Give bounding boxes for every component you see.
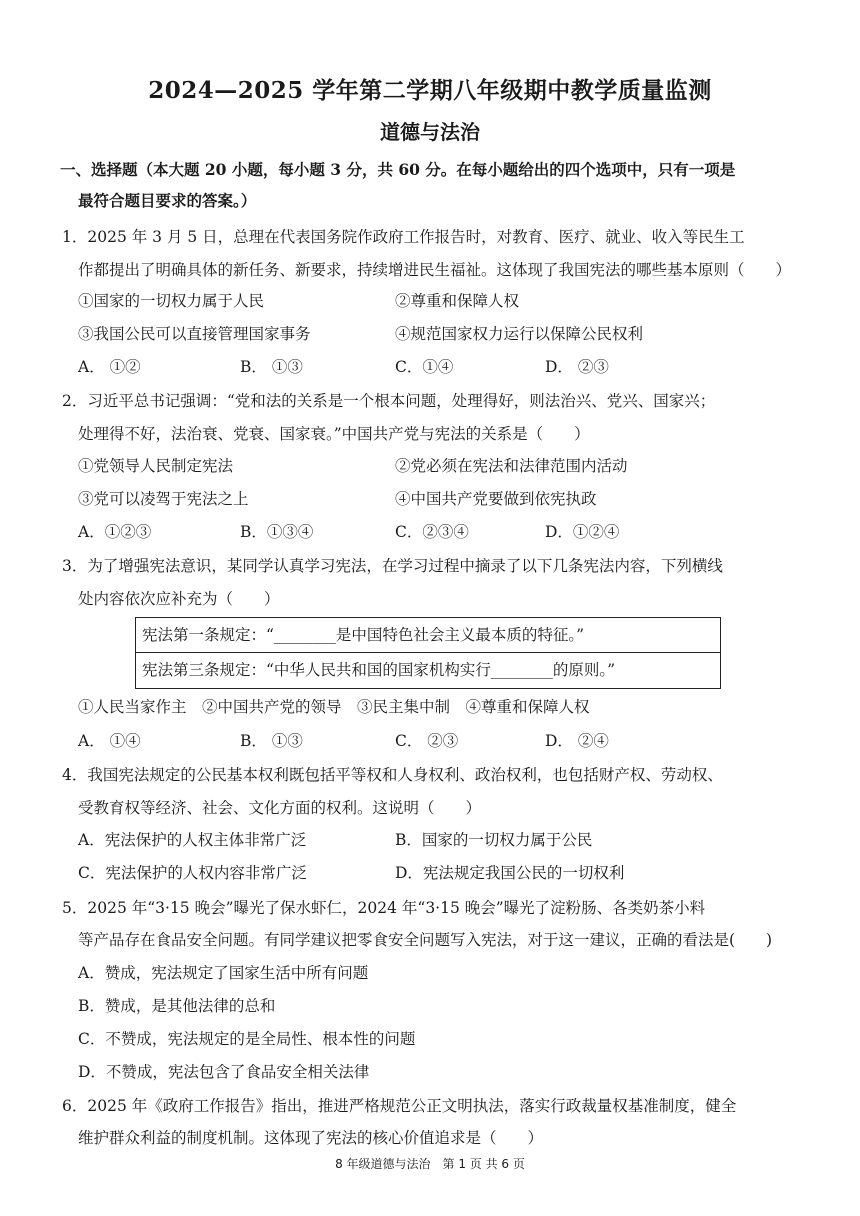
q2-option-a: A．①②③ xyxy=(78,523,152,541)
q5-option-b: B．赞成，是其他法律的总和 xyxy=(78,997,276,1015)
q2-stem: 2．习近平总书记强调：“党和法的关系是一个根本问题，处理得好，则法治兴、党兴、国家兴； xyxy=(62,392,716,410)
q3-statements: ①人民当家作主 ②中国共产党的领导 ③民主集中制 ④尊重和保障人权 xyxy=(78,698,590,716)
q2-statement-2: ②党必须在宪法和法律范围内活动 xyxy=(395,457,628,475)
q2-option-d: D．①②④ xyxy=(545,523,620,541)
q4-option-a: A．宪法保护的人权主体非常广泛 xyxy=(78,831,307,849)
q1-statement-4: ④规范国家权力运行以保障公民权利 xyxy=(395,325,644,343)
q1-stem: 1．2025 年 3 月 5 日，总理在代表国务院作政府工作报告时，对教育、医疗、就业、收入等民生工 xyxy=(62,228,745,246)
section-heading: 一、选择题（本大题 20 小题，每小题 3 分，共 60 分。在每小题给出的四个选项中，只有一项是 xyxy=(60,160,736,179)
constitution-excerpt-table xyxy=(135,617,721,689)
q5-stem: 5．2025 年“3·15 晚会”曝光了保水虾仁，2024 年“3·15 晚会”曝光了淀粉肠、各类奶茶小料 xyxy=(62,899,706,917)
q1-statement-1: ①国家的一切权力属于人民 xyxy=(78,292,265,310)
q1-statement-3: ③我国公民可以直接管理国家事务 xyxy=(78,325,311,343)
excerpt-article-1: 宪法第一条规定：“________是中国特色社会主义最本质的特征。” xyxy=(136,618,720,653)
section-heading-cont: 最符合题目要求的答案。） xyxy=(78,191,257,210)
q3-option-a: A． ①④ xyxy=(78,732,141,750)
q3-option-c: C． ②③ xyxy=(395,732,459,750)
q4-option-c: C．宪法保护的人权内容非常广泛 xyxy=(78,864,307,882)
q3-stem: 3．为了增强宪法意识，某同学认真学习宪法，在学习过程中摘录了以下几条宪法内容，下列横线 xyxy=(62,557,723,575)
exam-title: 2024—2025 学年第二学期八年级期中教学质量监测 xyxy=(148,77,712,104)
page-footer: 8 年级道德与法治 第 1 页 共 6 页 xyxy=(335,1157,525,1171)
q2-statement-4: ④中国共产党要做到依宪执政 xyxy=(395,490,597,508)
q4-stem-cont: 受教育权等经济、社会、文化方面的权利。这说明（ ） xyxy=(78,799,482,817)
q3-stem-cont: 处内容依次应补充为（ ） xyxy=(78,590,280,608)
q3-option-b: B． ①③ xyxy=(240,732,303,750)
q1-option-c: C．①④ xyxy=(395,358,454,376)
q2-statement-3: ③党可以凌驾于宪法之上 xyxy=(78,490,249,508)
q4-stem: 4．我国宪法规定的公民基本权利既包括平等权和人身权利、政治权利，也包括财产权、劳动权、 xyxy=(62,766,723,784)
q5-option-a: A．赞成，宪法规定了国家生活中所有问题 xyxy=(78,964,369,982)
q1-option-b: B． ①③ xyxy=(240,358,303,376)
q2-option-b: B．①③④ xyxy=(240,523,314,541)
q2-statement-1: ①党领导人民制定宪法 xyxy=(78,457,234,475)
q4-option-b: B．国家的一切权力属于公民 xyxy=(395,831,593,849)
q5-option-d: D．不赞成，宪法包含了食品安全相关法律 xyxy=(78,1063,370,1081)
q3-option-d: D． ②④ xyxy=(545,732,609,750)
excerpt-article-3: 宪法第三条规定：“中华人民共和国的国家机构实行________的原则。” xyxy=(142,661,616,679)
q1-option-a: A． ①② xyxy=(78,358,141,376)
q1-statement-2: ②尊重和保障人权 xyxy=(395,292,520,310)
q6-stem: 6．2025 年《政府工作报告》指出，推进严格规范公正文明执法，落实行政裁量权基准制度，健全 xyxy=(62,1097,737,1115)
q1-option-d: D． ②③ xyxy=(545,358,609,376)
q5-option-c: C．不赞成，宪法规定的是全局性、根本性的问题 xyxy=(78,1030,416,1048)
q2-stem-cont: 处理得不好，法治衰、党衰、国家衰。”中国共产党与宪法的关系是（ ） xyxy=(78,425,590,443)
q4-option-d: D．宪法规定我国公民的一切权利 xyxy=(395,864,625,882)
subject-title: 道德与法治 xyxy=(380,120,480,144)
q2-option-c: C．②③④ xyxy=(395,523,469,541)
q1-stem-cont: 作都提出了明确具体的新任务、新要求，持续增进民生福祉。这体现了我国宪法的哪些基本原则（ ） xyxy=(78,261,792,279)
q5-stem-cont: 等产品存在食品安全问题。有同学建议把零食安全问题写入宪法，对于这一建议，正确的看法是( ) xyxy=(78,931,773,949)
q6-stem-cont: 维护群众利益的制度机制。这体现了宪法的核心价值追求是（ ） xyxy=(78,1129,544,1147)
